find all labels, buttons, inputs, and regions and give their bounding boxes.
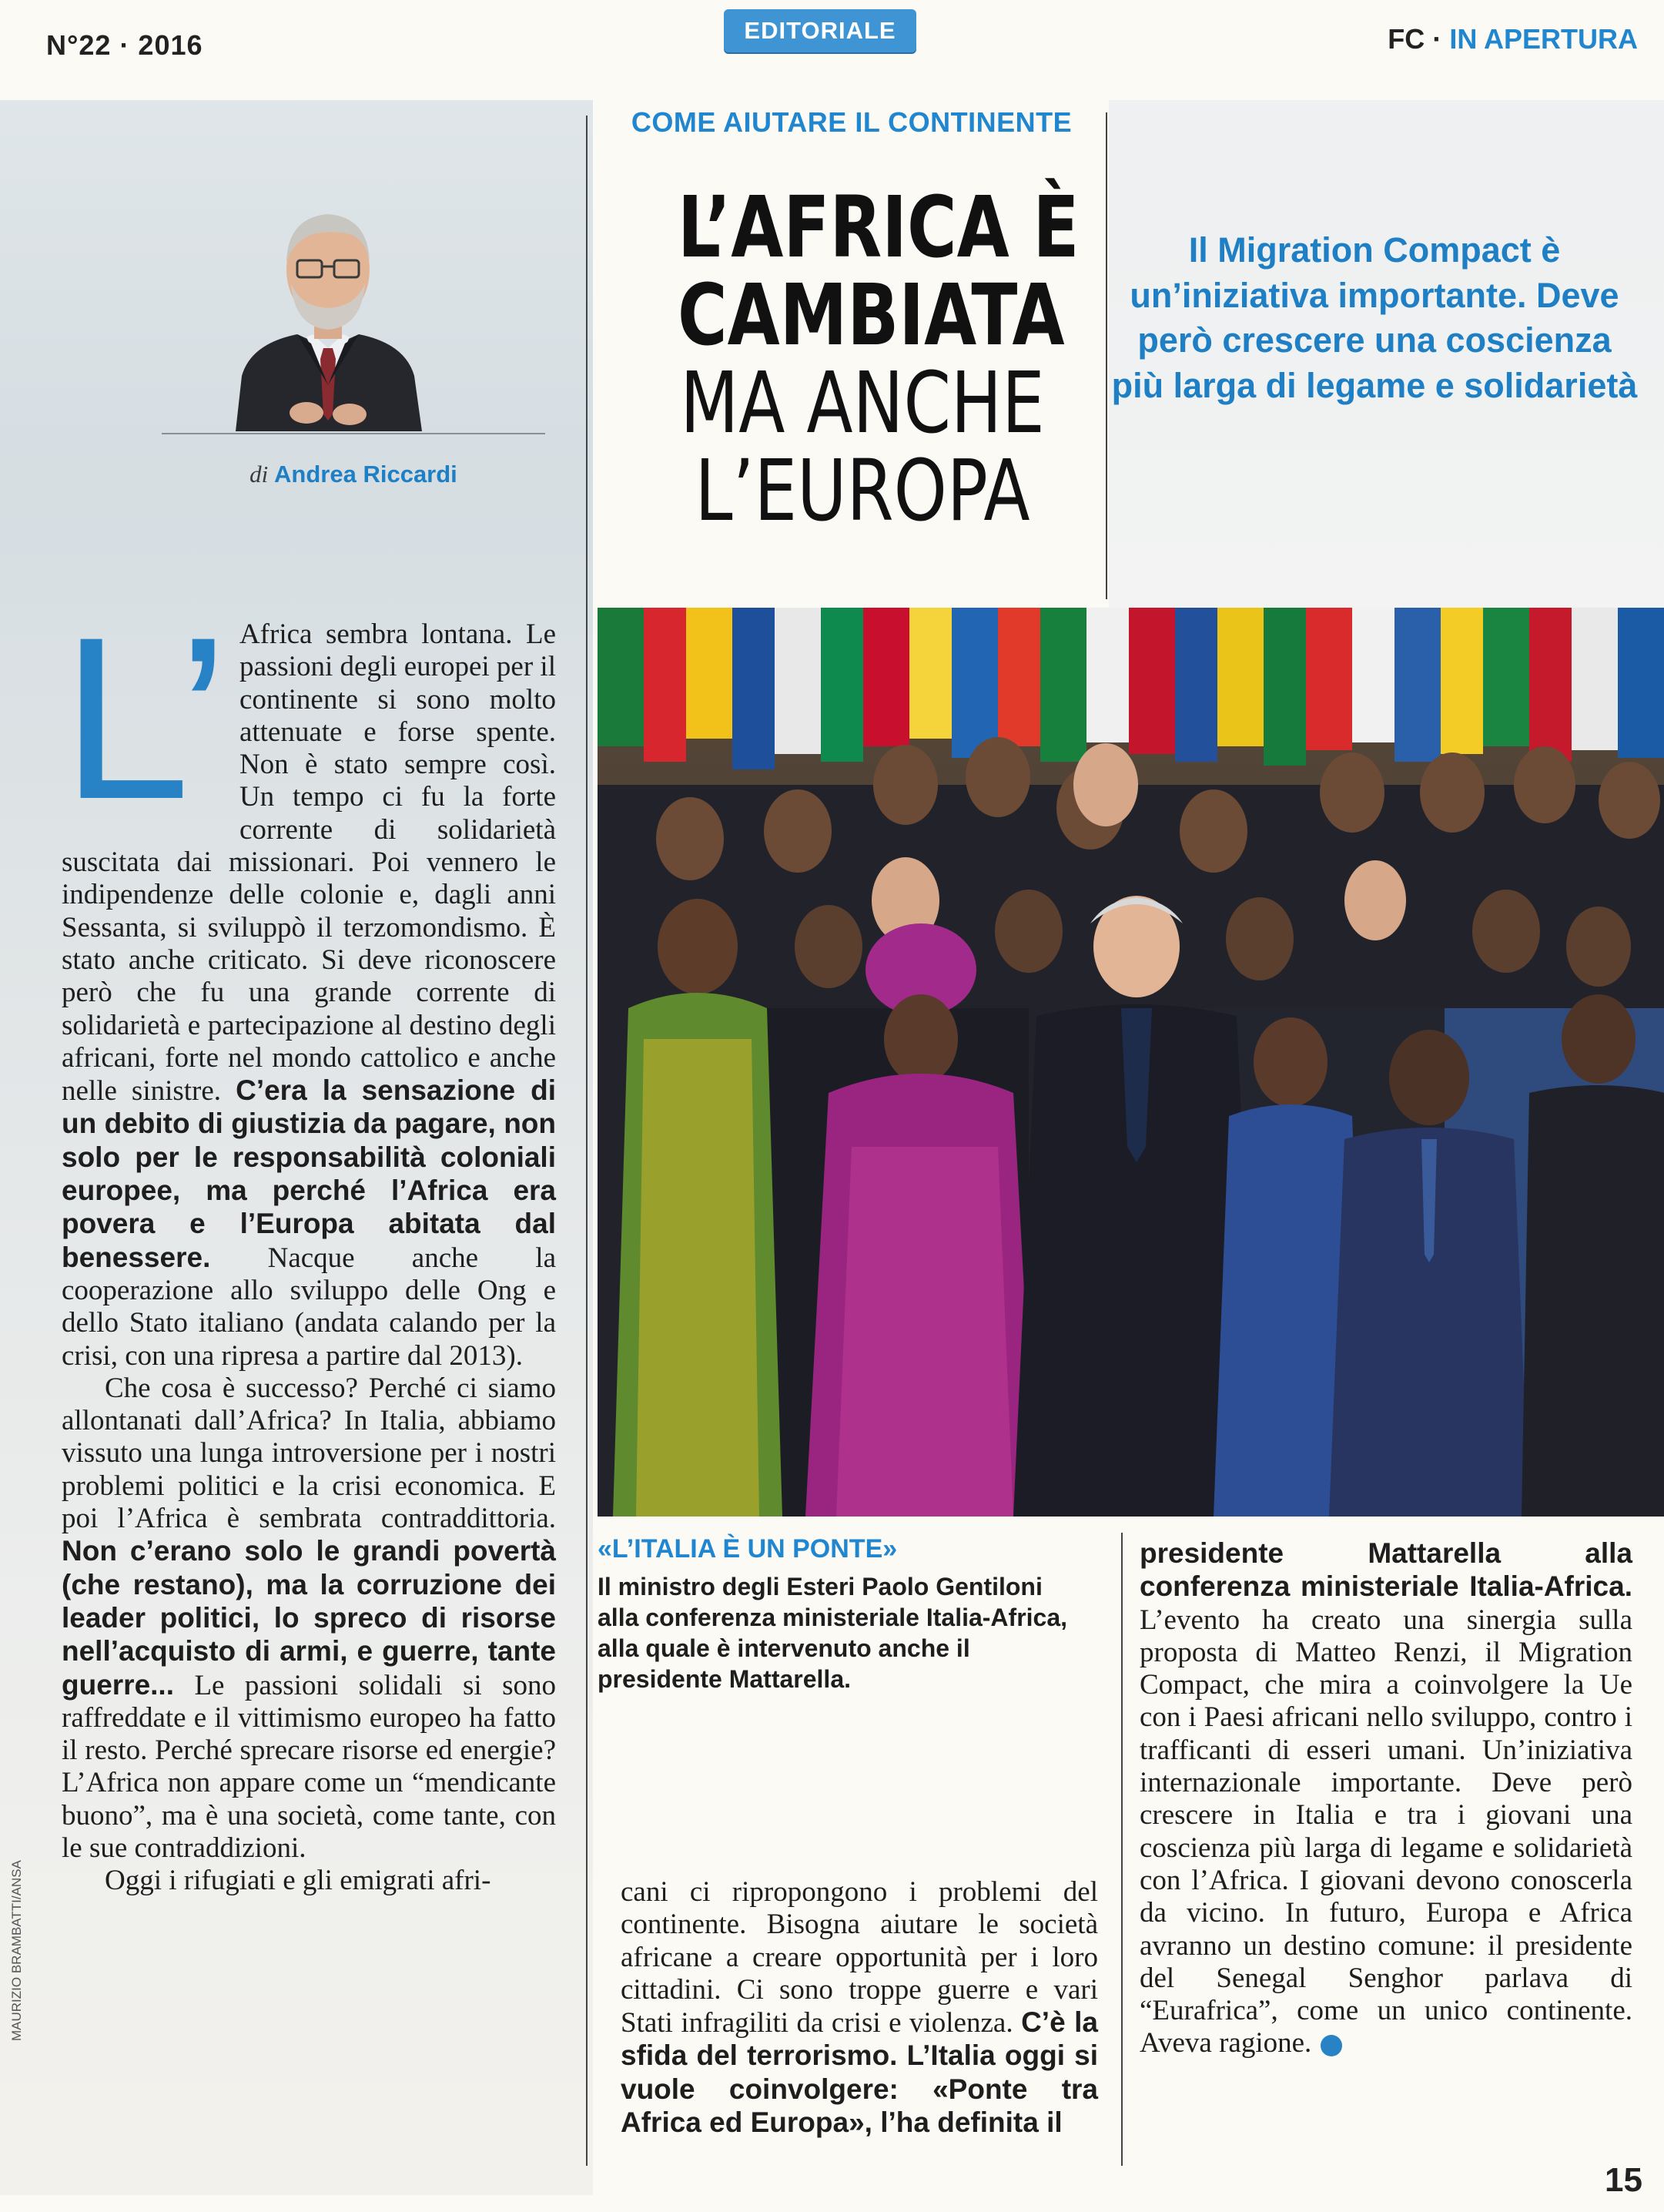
headline-line-1: L’AFRICA È [678,178,1080,276]
byline-prefix: di [249,461,269,488]
section-tag: EDITORIALE [724,9,916,52]
caption-title: «L’ITALIA È UN PONTE» [598,1534,898,1563]
p2-text-end: Le passioni solidali si sono raffreddate e il vittimismo europeo ha fatto il resto. Perché sprecare risorse ed energie? L’Africa non appare come un “mendicante buono”, ma è una società, come tante, con le sue contraddizioni. [62,1669,556,1864]
column-rule-upper-right [1106,112,1107,599]
page-number: 15 [1605,2161,1642,2199]
p1-text-end: Nacque anche la cooperazione allo sviluppo delle Ong e dello Stato italiano (andata calando per la crisi, con una ripresa a partire dal 2013). [62,1242,556,1372]
middle-text: cani ci ripropongono i problemi del continente. Bisogna aiutare le società africane a creare opportunità per i loro cittadini. Ci sono troppe guerre e vari Stati infragiliti da crisi e violenza. [621,1876,1098,2039]
headline-kicker: COME AIUTARE IL CONTINENTE [631,106,1073,138]
author-divider [162,433,545,434]
header-separator: · [1432,23,1442,55]
headline-line-4: L’EUROPA [695,441,1030,540]
column-rule-left [586,116,588,2166]
right-text-bold: presidente Mattarella alla conferenza ministeriale Italia-Africa. [1140,1537,1632,1603]
headline [631,178,1093,540]
caption-text: Il ministro degli Esteri Paolo Gentiloni alla conferenza ministeriale Italia-Africa, alla quale è intervenuto anche il presidente Mattarella. [598,1573,1068,1693]
headline-line-3: MA ANCHE [680,354,1045,452]
middle-text-bold: C’è la sfida del terrorismo. L’Italia oggi si vuole coinvolgere: «Ponte tra Africa ed Europa», l’ha definita il [621,2006,1099,2139]
magazine-name: FC [1388,23,1425,55]
photo-credit: MAURIZIO BRAMBATTI/ANSA [9,1860,24,2041]
group-photo [598,608,1664,1517]
p1-text-bold: C’era la sensazione di un debito di giustizia da pagare, non solo per le responsabilità coloniali europee, ma perché l’Africa era povera e l’Europa abitata dal benessere. [62,1074,557,1273]
p2-text-bold: Non c’erano solo le grandi povertà (che restano), ma la corruzione dei leader politici, lo spreco di risorse nell’acquisto di armi, e guerre, tante guerre... [62,1535,556,1701]
section-name: IN APERTURA [1449,23,1638,55]
headline-deck: Il Migration Compact è un’iniziativa importante. Deve però crescere una coscienza più larga di legame e solidarietà [1111,230,1638,405]
middle-paragraph [621,1876,1098,2140]
body-paragraph-2 [62,1372,556,1865]
body-column-middle [621,1876,1098,2140]
body-paragraph-1 [62,588,557,1372]
body-column-left [62,588,557,1898]
column-rule-lower-right [1121,1533,1123,2166]
p2-text-start: Che cosa è successo? Perché ci siamo allontanati dall’Africa? In Italia, abbiamo vissuto una lunga introversione per i nostri problemi politici e la crisi economica. E poi l’Africa è sembrata contraddittoria. [62,1372,556,1535]
issue-number: N°22 · 2016 [46,29,203,61]
author-name: Andrea Riccardi [274,461,457,488]
body-column-right [1140,1537,1632,2060]
p1-text-start: Africa sembra lontana. Le passioni degli europei per il continente si sono molto attenuate e forse spente. Non è stato sempre così. Un tempo ci fu la forte corrente di solidarietà suscitata dai missionari. Poi vennero le indipendenze delle colonie e, dagli anni Sessanta, si sviluppò il terzomondismo. È stato anche criticato. Si deve riconoscere però che fu una grande corrente di solidarietà e partecipazione al destino degli africani, forte nel mondo cattolico e anche nelle sinistre. [62,618,556,1108]
author-byline [165,461,542,488]
author-portrait [220,183,436,431]
drop-cap: L’ [62,588,229,847]
running-header [1388,23,1638,55]
flags-backdrop [598,608,1664,769]
body-paragraph-3 [62,1865,556,1897]
end-mark-icon [1321,2035,1342,2056]
right-paragraph [1140,1537,1632,2060]
p3-text-start: Oggi i rifugiati e gli emigrati afri- [105,1865,491,1897]
right-text: L’evento ha creato una sinergia sulla proposta di Matteo Renzi, il Migration Compact, che mira a coinvolgere la Ue con i Paesi africani nello sviluppo, contro i trafficanti di esseri umani. Un’iniziativa internazionale importante. Deve però crescere in Italia e tra i giovani una coscienza più larga di legame e solidarietà con l’Africa. I giovani devono conoscerla da vicino. In futuro, Europa e Africa avranno un destino comune: il presidente del Senegal Senghor parlava di “Eurafrica”, come un unico continente. Aveva ragione. [1140,1604,1632,2060]
headline-line-2: CAMBIATA [678,266,1065,364]
